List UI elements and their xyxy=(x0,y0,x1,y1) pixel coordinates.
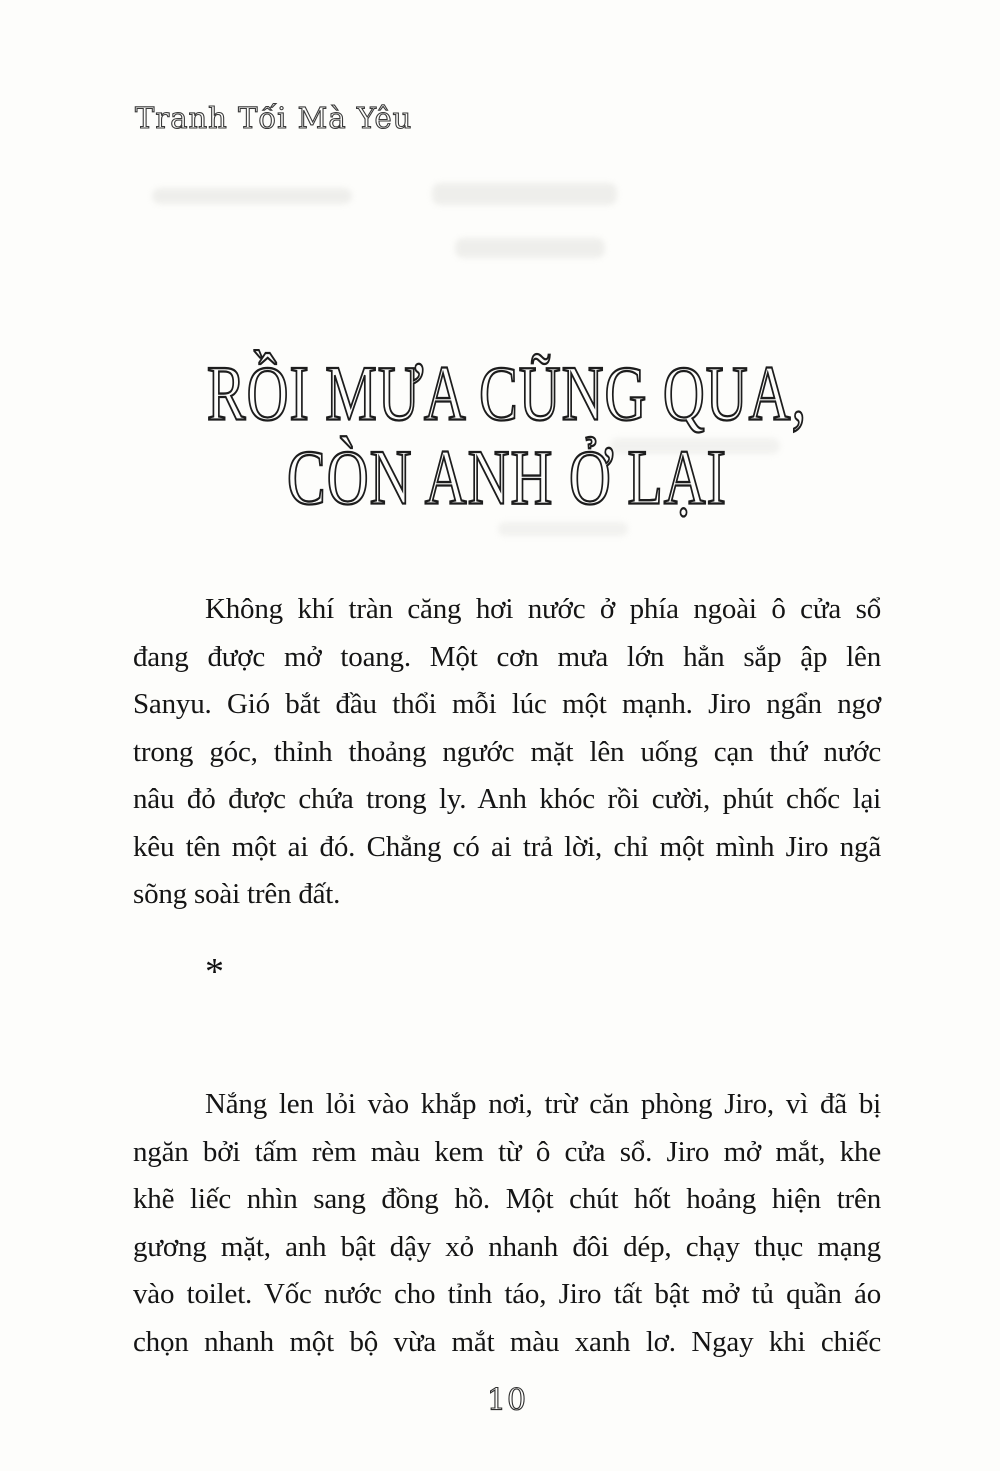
text-line: gương mặt, anh bật dậy xỏ nhanh đôi dép, chạy thục mạng xyxy=(133,1230,881,1263)
bleed-through-smudge xyxy=(152,188,352,204)
section-divider-asterisk: * xyxy=(205,950,224,993)
text-line: kêu tên một ai đó. Chẳng có ai trả lời, chỉ một mình Jiro ngã xyxy=(133,830,881,863)
paragraph-2 xyxy=(133,1081,881,1366)
text-line: vào toilet. Vốc nước cho tỉnh táo, Jiro tất bật mở tủ quần áo xyxy=(133,1278,881,1310)
bleed-through-smudge xyxy=(432,183,617,205)
page-number: 10 xyxy=(486,1383,528,1418)
chapter-title xyxy=(133,349,881,522)
body-text xyxy=(133,586,881,1366)
text-line: trong góc, thỉnh thoảng ngước mặt lên uống cạn thứ nước xyxy=(133,735,881,768)
text-line: chọn nhanh một bộ vừa mắt màu xanh lơ. Ngay khi chiếc xyxy=(133,1325,881,1358)
text-line: Sanyu. Gió bắt đầu thổi mỗi lúc một mạnh. Jiro ngẩn ngơ xyxy=(133,688,881,720)
text-line: Không khí tràn căng hơi nước ở phía ngoài ô cửa sổ xyxy=(205,593,881,625)
text-line: khẽ liếc nhìn sang đồng hồ. Một chút hốt hoảng hiện trên xyxy=(133,1183,881,1215)
text-line: ngăn bởi tấm rèm màu kem từ ô cửa sổ. Jiro mở mắt, khe xyxy=(133,1135,881,1168)
bleed-through-smudge xyxy=(455,238,605,258)
text-line: sõng soài trên đất. xyxy=(133,878,341,910)
chapter-title-line-1: RỒI MƯA CŨNG QUA, xyxy=(206,349,808,438)
text-line: Nắng len lỏi vào khắp nơi, trừ căn phòng Jiro, vì đã bị xyxy=(205,1088,881,1120)
chapter-title-line-2: CÒN ANH Ở LẠI xyxy=(287,433,727,522)
running-header-book-title: Tranh Tối Mà Yêu xyxy=(135,101,413,135)
paragraph-1 xyxy=(133,586,881,919)
text-line: đang được mở toang. Một cơn mưa lớn hẳn sắp ập lên xyxy=(133,640,881,673)
text-line: nâu đỏ được chứa trong ly. Anh khóc rồi cười, phút chốc lại xyxy=(133,783,881,815)
